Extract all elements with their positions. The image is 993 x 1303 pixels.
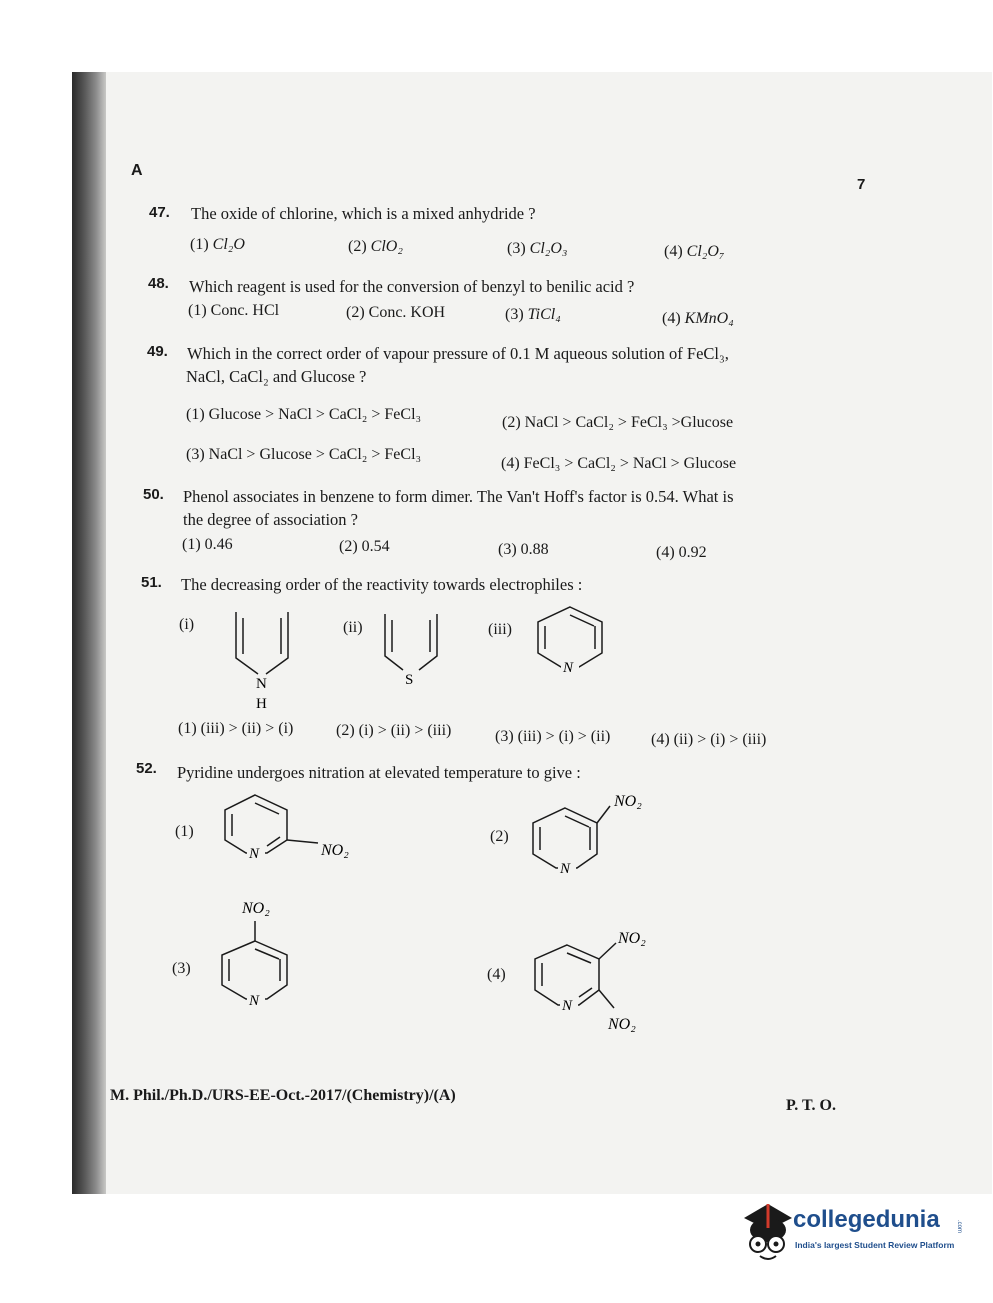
q48-option-3: (3) TiCl₄ <box>505 306 561 323</box>
question-51-number: 51. <box>141 574 162 591</box>
q48-option-2: (2) Conc. KOH <box>346 304 446 321</box>
question-51-text: The decreasing order of the reactivity towards electrophiles : <box>181 575 583 594</box>
mascot-icon <box>738 1196 798 1266</box>
q52-structure-3-label: (3) <box>172 960 191 977</box>
question-50-text-line2: the degree of association ? <box>183 510 359 529</box>
q52-structure-1-label: (1) <box>175 823 194 840</box>
2-nitropyridine-structure <box>222 793 362 868</box>
q47-option-1: (1) Cl₂O <box>190 236 245 253</box>
pyridine-structure <box>535 605 615 675</box>
q50-option-2: (2) 0.54 <box>339 538 390 555</box>
question-47-number: 47. <box>149 204 170 221</box>
q49-option-1: (1) Glucose > NaCl > CaCl₂ > FeCl₃ <box>186 406 422 423</box>
set-letter: A <box>131 162 143 179</box>
q49-option-4: (4) FeCl₃ > CaCl₂ > NaCl > Glucose <box>501 455 737 472</box>
page-binding-shadow <box>72 72 106 1194</box>
q49-option-3: (3) NaCl > Glucose > CaCl₂ > FeCl₃ <box>186 446 422 463</box>
q50-option-1: (1) 0.46 <box>182 536 233 553</box>
paper-code: M. Phil./Ph.D./URS-EE-Oct.-2017/(Chemistry)/(A) <box>110 1087 456 1104</box>
collegedunia-logo <box>738 1196 963 1266</box>
q51-option-4: (4) (ii) > (i) > (iii) <box>651 731 767 748</box>
question-49-text-line1: Which in the correct order of vapour pressure of 0.1 M aqueous solution of FeCl₃, <box>187 344 729 363</box>
pyridine-n-atom: N <box>563 660 574 676</box>
pto-note: P. T. O. <box>786 1097 836 1114</box>
brand-name: collegedunia <box>793 1206 940 1233</box>
question-48-number: 48. <box>148 275 169 292</box>
q47-option-2: (2) ClO₂ <box>348 238 403 255</box>
thiophene-s-atom: S <box>405 672 414 688</box>
q51-option-1: (1) (iii) > (ii) > (i) <box>178 720 294 737</box>
brand-tagline: India's largest Student Review Platform <box>795 1240 955 1250</box>
brand-dotcom: .com <box>956 1220 962 1234</box>
dinitropyridine-structure <box>532 925 672 1040</box>
q51-option-2: (2) (i) > (ii) > (iii) <box>336 722 452 739</box>
q51-option-3: (3) (iii) > (i) > (ii) <box>495 728 611 745</box>
question-49-number: 49. <box>147 343 168 360</box>
q50-option-4: (4) 0.92 <box>656 544 707 561</box>
pyrrole-h-atom: H <box>256 696 267 712</box>
q51-structure-ii-label: (ii) <box>343 619 363 636</box>
ring-n-atom-4: N <box>562 998 573 1014</box>
question-48-text: Which reagent is used for the conversion of benzyl to benilic acid ? <box>189 277 635 296</box>
question-49-text-line2: NaCl, CaCl₂ and Glucose ? <box>186 367 367 386</box>
nitro-group-4-top: NO₂ <box>618 930 646 947</box>
question-47-text: The oxide of chlorine, which is a mixed anhydride ? <box>191 204 536 223</box>
4-nitropyridine-structure <box>218 895 308 1015</box>
ring-n-atom-3: N <box>249 993 260 1009</box>
q47-option-3: (3) Cl₂O₃ <box>507 240 568 257</box>
q48-option-1: (1) Conc. HCl <box>188 302 280 319</box>
q49-option-2: (2) NaCl > CaCl₂ > FeCl₃ >Glucose <box>502 414 734 431</box>
question-52-text: Pyridine undergoes nitration at elevated temperature to give : <box>177 763 581 782</box>
nitro-group-3: NO₂ <box>242 900 270 917</box>
q52-structure-2-label: (2) <box>490 828 509 845</box>
q52-structure-4-label: (4) <box>487 966 506 983</box>
q51-structure-iii-label: (iii) <box>488 621 512 638</box>
page-number: 7 <box>857 176 866 193</box>
question-52-number: 52. <box>136 760 157 777</box>
nitro-group-2: NO₂ <box>614 793 642 810</box>
q51-structure-i-label: (i) <box>179 616 195 633</box>
nitro-group-4-bottom: NO₂ <box>608 1016 636 1033</box>
nitro-group-1: NO₂ <box>321 842 349 859</box>
3-nitropyridine-structure <box>530 788 670 883</box>
pyrrole-structure <box>232 610 292 710</box>
thiophene-structure <box>381 612 441 692</box>
question-50-text-line1: Phenol associates in benzene to form dimer. The Van't Hoff's factor is 0.54. What is <box>183 487 734 506</box>
question-50-number: 50. <box>143 486 164 503</box>
q50-option-3: (3) 0.88 <box>498 541 549 558</box>
q48-option-4: (4) KMnO₄ <box>662 310 734 327</box>
pyrrole-n-atom: N <box>256 676 267 692</box>
ring-n-atom-2: N <box>560 861 571 877</box>
ring-n-atom-1: N <box>249 846 260 862</box>
q47-option-4: (4) Cl₂O₇ <box>664 243 725 260</box>
